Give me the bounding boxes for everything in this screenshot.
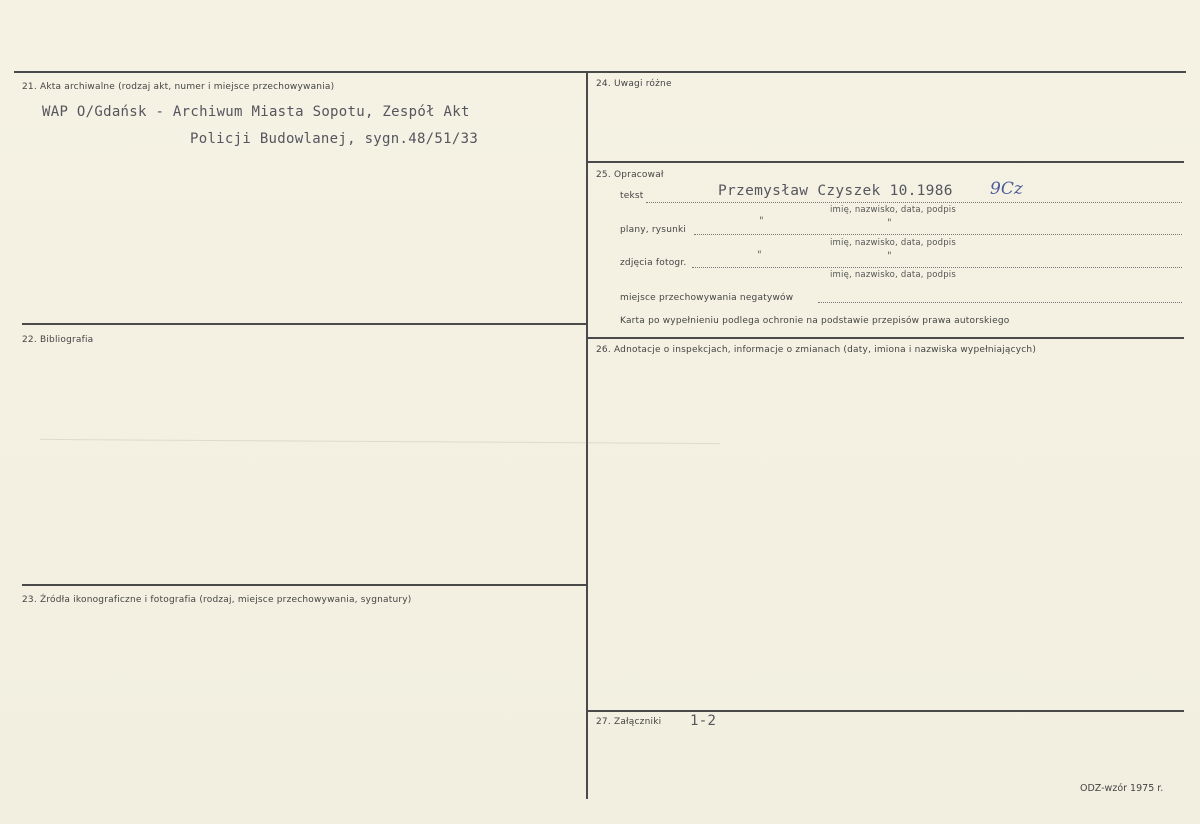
section-25-label: 25. Opracował xyxy=(596,170,664,180)
attachments-value: 1-2 xyxy=(690,713,717,729)
rule-26-27 xyxy=(588,710,1184,712)
plany-ditto-2: " xyxy=(887,218,892,229)
plany-ditto-1: " xyxy=(759,216,764,227)
section-21-label: 21. Akta archiwalne (rodzaj akt, numer i miejsce przechowywania) xyxy=(22,82,335,92)
zdjecia-ditto-1: " xyxy=(757,250,762,261)
tekst-line xyxy=(646,202,1182,203)
plany-label: plany, rysunki xyxy=(620,225,687,235)
negatywy-line xyxy=(818,302,1182,303)
section-24-label: 24. Uwagi różne xyxy=(596,79,672,89)
tekst-value: Przemysław Czyszek 10.1986 xyxy=(718,183,953,199)
zdjecia-ditto-2: " xyxy=(887,251,892,262)
paper-crease xyxy=(40,439,720,444)
rule-21-22 xyxy=(22,323,586,325)
archive-line-2: Policji Budowlanej, sygn.48/51/33 xyxy=(190,131,479,147)
archive-line-1: WAP O/Gdańsk - Archiwum Miasta Sopotu, Zespół Akt xyxy=(42,104,470,120)
rule-24-25 xyxy=(588,161,1184,163)
center-divider xyxy=(586,71,588,799)
zdjecia-line xyxy=(692,267,1182,268)
top-rule xyxy=(14,71,1186,73)
negatywy-label: miejsce przechowywania negatywów xyxy=(620,293,794,303)
section-23-label: 23. Źródła ikonograficzne i fotografia (rodzaj, miejsce przechowywania, sygnatury) xyxy=(22,595,412,605)
plany-caption: imię, nazwisko, data, podpis xyxy=(830,238,956,248)
rule-22-23 xyxy=(22,584,586,586)
rule-25-26 xyxy=(588,337,1184,339)
section-22-label: 22. Bibliografia xyxy=(22,335,94,345)
form-code: ODZ-wzór 1975 r. xyxy=(1080,783,1164,794)
zdjecia-label: zdjęcia fotogr. xyxy=(620,258,687,268)
karta-note: Karta po wypełnieniu podlega ochronie na podstawie przepisów prawa autorskiego xyxy=(620,316,1010,326)
zdjecia-caption: imię, nazwisko, data, podpis xyxy=(830,270,956,280)
tekst-label: tekst xyxy=(620,191,644,201)
section-27-label: 27. Załączniki xyxy=(596,717,662,727)
tekst-caption: imię, nazwisko, data, podpis xyxy=(830,205,956,215)
section-26-label: 26. Adnotacje o inspekcjach, informacje o zmianach (daty, imiona i nazwiska wypełniających) xyxy=(596,345,1037,355)
handwritten-signature: 9Cz xyxy=(990,179,1023,199)
plany-line xyxy=(694,234,1182,235)
